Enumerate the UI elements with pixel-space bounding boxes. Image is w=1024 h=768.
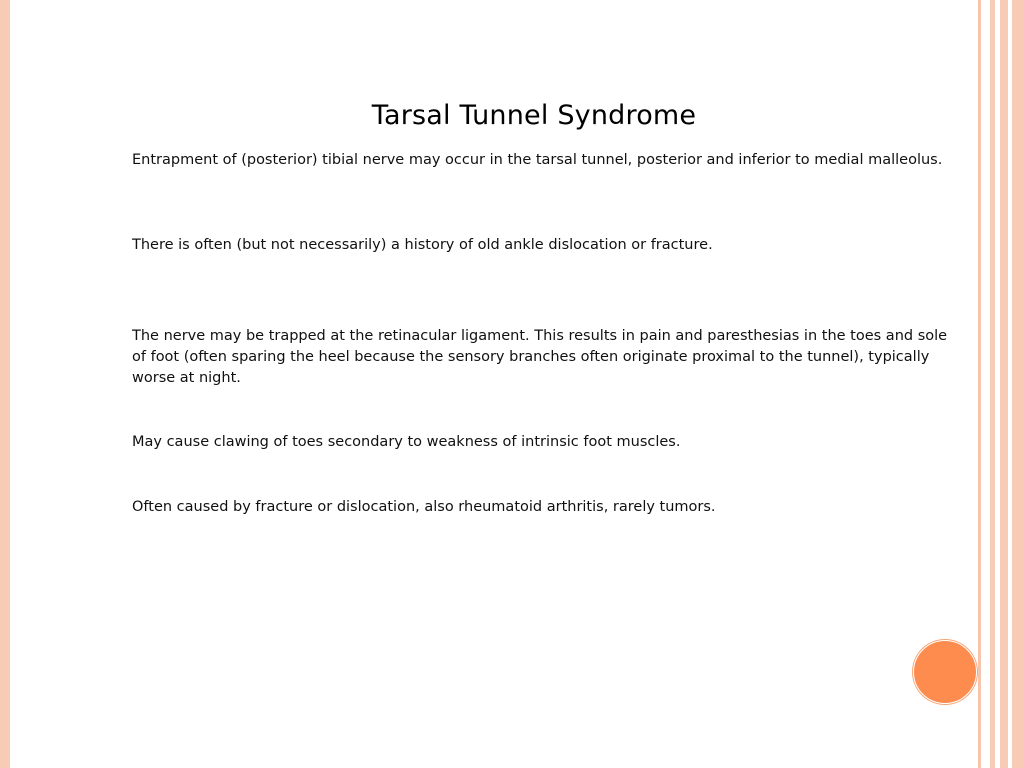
body-paragraph: Entrapment of (posterior) tibial nerve may occur in the tarsal tunnel, posterior and inferior to medial malleolus.: [132, 152, 943, 168]
slide-title: Tarsal Tunnel Syndrome: [371, 100, 697, 131]
body-paragraph: The nerve may be trapped at the retinacular ligament. This results in pain and paresthesias in the toes and sole of foot (often sparing the heel because the sensory branches often originate proximal to the tunnel), typically worse at night.: [132, 328, 948, 386]
body-paragraph: May cause clawing of toes secondary to weakness of intrinsic foot muscles.: [132, 434, 681, 450]
body-paragraph: There is often (but not necessarily) a history of old ankle dislocation or fracture.: [132, 237, 713, 253]
decorative-circle: [913, 640, 977, 704]
body-paragraph: Often caused by fracture or dislocation, also rheumatoid arthritis, rarely tumors.: [132, 499, 716, 515]
